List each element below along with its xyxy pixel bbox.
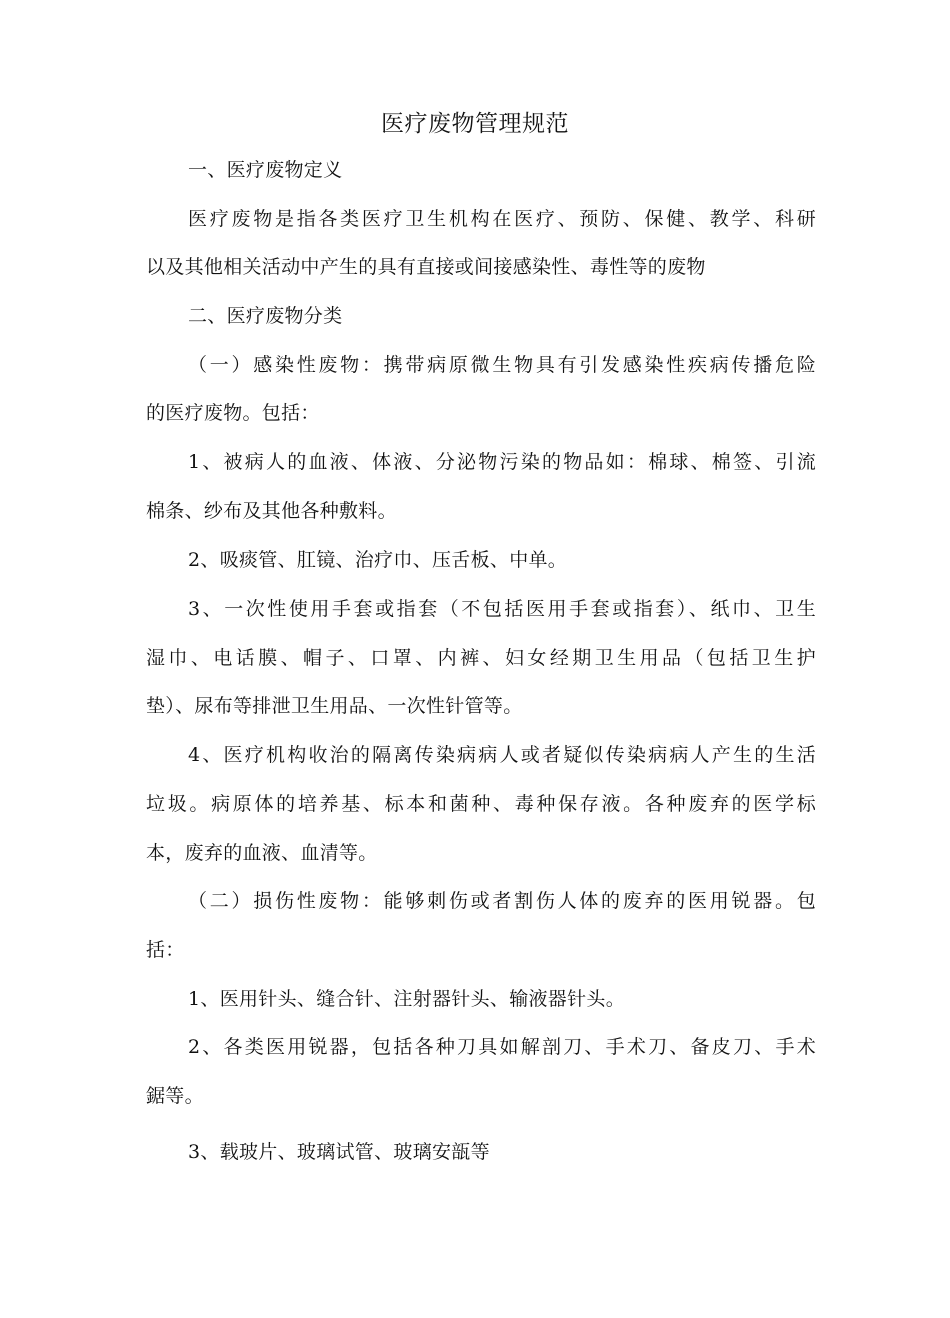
- section-heading-classification: 二、医疗废物分类: [188, 305, 343, 327]
- list-item-line: 3、一次性使用手套或指套（不包括医用手套或指套）、纸巾、卫生: [188, 598, 816, 620]
- list-item-line: 3、载玻片、玻璃试管、玻璃安瓿等: [188, 1141, 490, 1163]
- paragraph-line: 以及其他相关活动中产生的具有直接或间接感染性、毒性等的废物: [146, 256, 706, 278]
- paragraph-line: 的医疗废物。包括：: [146, 402, 320, 424]
- paragraph-line: 括：: [146, 939, 185, 961]
- list-item-line: 鋸等。: [146, 1085, 204, 1107]
- document-title: 医疗废物管理规范: [381, 111, 569, 137]
- paragraph-line: （一）感染性废物：携带病原微生物具有引发感染性疾病传播危险: [188, 354, 816, 376]
- list-item-line: 本，废弃的血液、血清等。: [146, 842, 378, 864]
- list-item-line: 2、各类医用锐器，包括各种刀具如解剖刀、手术刀、备皮刀、手术: [188, 1036, 816, 1058]
- list-item-line: 棉条、纱布及其他各种敷料。: [146, 500, 397, 522]
- section-heading-definition: 一、医疗废物定义: [188, 159, 343, 181]
- paragraph-line: （二）损伤性废物：能够刺伤或者割伤人体的废弃的医用锐器。包: [188, 890, 816, 912]
- paragraph-line: 医疗废物是指各类医疗卫生机构在医疗、预防、保健、教学、科研: [188, 208, 816, 230]
- list-item-line: 垫）、尿布等排泄卫生用品、一次性针管等。: [146, 695, 523, 717]
- list-item-line: 1、医用针头、缝合针、注射器针头、输液器针头。: [188, 988, 625, 1010]
- list-item-line: 4、医疗机构收治的隔离传染病病人或者疑似传染病病人产生的生活: [188, 744, 816, 766]
- list-item-line: 1、被病人的血液、体液、分泌物污染的物品如：棉球、棉签、引流: [188, 451, 816, 473]
- list-item-line: 2、吸痰管、肛镜、治疗巾、压舌板、中单。: [188, 549, 568, 571]
- list-item-line: 垃圾。病原体的培养基、标本和菌种、毒种保存液。各种废弃的医学标: [146, 793, 816, 815]
- list-item-line: 湿巾、电话膜、帽子、口罩、内裤、妇女经期卫生用品（包括卫生护: [146, 647, 816, 669]
